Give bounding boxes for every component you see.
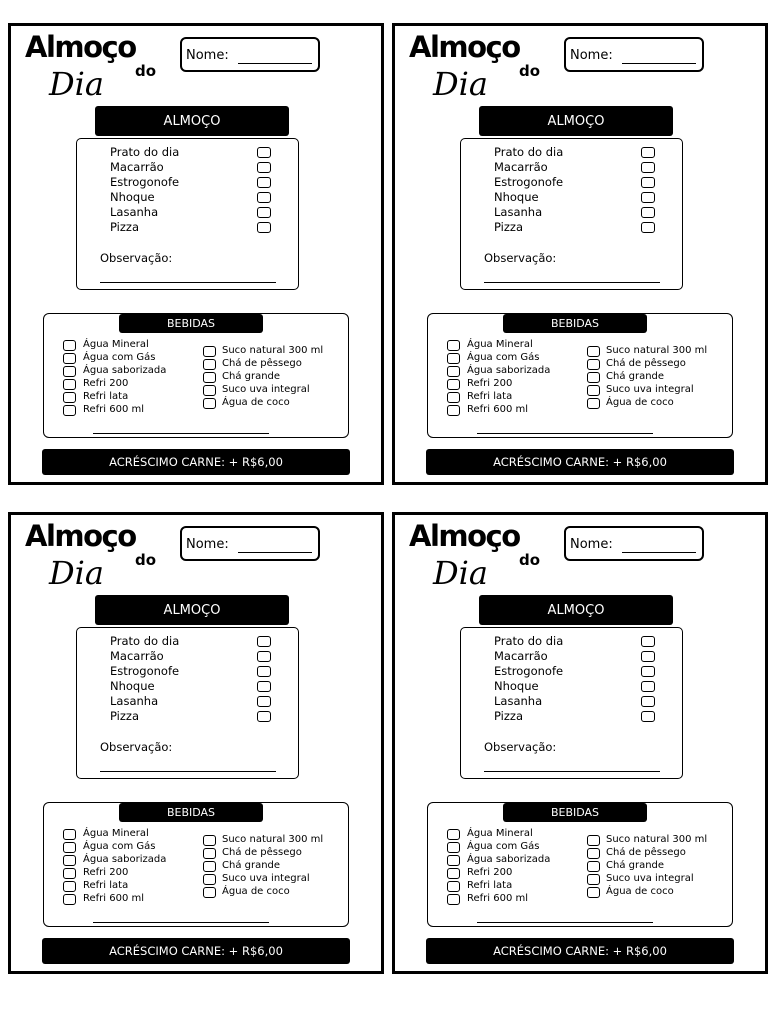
drink-item: Chá grande [222,860,281,871]
drink-item: Água de coco [606,397,674,408]
drink-checkbox[interactable] [447,894,460,905]
menu-checkbox[interactable] [257,636,271,647]
drink-item: Refri 200 [83,378,129,389]
acrescimo-banner: ACRÉSCIMO CARNE: + R$6,00 [42,938,350,964]
title-do: do [135,62,157,80]
title-almoco: Almoço [25,519,136,553]
observation-label: Observação: [484,251,557,265]
name-label: Nome: [186,537,229,552]
observation-line[interactable] [100,771,276,772]
drink-checkbox[interactable] [63,340,76,351]
menu-item: Nhoque [110,679,155,693]
drink-item: Água saborizada [467,854,551,865]
drink-item: Água com Gás [83,352,156,363]
bebidas-line[interactable] [93,922,269,923]
name-line [622,63,696,64]
menu-item: Pizza [110,709,139,723]
observation-label: Observação: [100,251,173,265]
drink-item: Água Mineral [467,339,533,350]
menu-checkbox[interactable] [641,162,655,173]
drink-checkbox[interactable] [63,405,76,416]
drink-item: Refri 600 ml [83,404,145,415]
drink-item: Refri lata [83,391,129,402]
title-dia: Dia [433,554,488,592]
drink-checkbox[interactable] [63,842,76,853]
drink-checkbox[interactable] [447,855,460,866]
drink-item: Água com Gás [83,841,156,852]
almoco-header: ALMOÇO [95,106,289,136]
name-line [622,552,696,553]
drink-item: Suco uva integral [222,384,310,395]
drink-item: Chá de pêssego [606,847,686,858]
drink-item: Água Mineral [83,339,149,350]
drink-checkbox[interactable] [203,346,216,357]
drink-checkbox[interactable] [63,366,76,377]
drink-item: Água Mineral [83,828,149,839]
menu-checkbox[interactable] [641,651,655,662]
drink-checkbox[interactable] [587,346,600,357]
drink-checkbox[interactable] [587,887,600,898]
menu-item: Prato do dia [494,634,564,648]
drink-item: Suco uva integral [606,873,694,884]
almoco-header: ALMOÇO [95,595,289,625]
order-card [8,512,384,974]
drink-checkbox[interactable] [203,398,216,409]
bebidas-header: BEBIDAS [503,314,647,333]
drink-checkbox[interactable] [447,353,460,364]
drink-item: Chá de pêssego [222,847,302,858]
drink-checkbox[interactable] [203,887,216,898]
menu-item: Estrogonofe [494,175,564,189]
menu-item: Pizza [494,220,523,234]
name-label: Nome: [570,537,613,552]
drink-item: Água com Gás [467,841,540,852]
menu-item: Prato do dia [110,145,180,159]
menu-item: Macarrão [110,160,164,174]
menu-item: Estrogonofe [110,175,180,189]
drink-item: Água Mineral [467,828,533,839]
drink-checkbox[interactable] [587,835,600,846]
bebidas-header: BEBIDAS [119,314,263,333]
menu-checkbox[interactable] [257,177,271,188]
title-dia: Dia [433,65,488,103]
order-card [8,23,384,485]
menu-box [460,138,683,290]
menu-checkbox[interactable] [641,681,655,692]
menu-checkbox[interactable] [641,207,655,218]
menu-checkbox[interactable] [257,711,271,722]
menu-item: Lasanha [494,694,543,708]
observation-label: Observação: [484,740,557,754]
drink-item: Suco natural 300 ml [606,834,708,845]
menu-box [76,627,299,779]
acrescimo-banner: ACRÉSCIMO CARNE: + R$6,00 [426,449,734,475]
drink-item: Refri 200 [83,867,129,878]
drink-checkbox[interactable] [203,385,216,396]
title-almoco: Almoço [25,30,136,64]
drink-item: Água de coco [606,886,674,897]
almoco-header: ALMOÇO [479,106,673,136]
menu-checkbox[interactable] [257,207,271,218]
order-card [392,512,768,974]
menu-checkbox[interactable] [641,711,655,722]
drink-checkbox[interactable] [63,881,76,892]
menu-checkbox[interactable] [641,222,655,233]
menu-checkbox[interactable] [641,666,655,677]
menu-item: Nhoque [494,190,539,204]
drink-checkbox[interactable] [63,379,76,390]
drink-item: Água saborizada [83,854,167,865]
drink-item: Água saborizada [467,365,551,376]
drink-item: Refri lata [467,880,513,891]
menu-item: Prato do dia [110,634,180,648]
drink-checkbox[interactable] [447,842,460,853]
menu-checkbox[interactable] [641,177,655,188]
menu-checkbox[interactable] [257,681,271,692]
drink-item: Refri 600 ml [467,404,529,415]
observation-label: Observação: [100,740,173,754]
drink-checkbox[interactable] [447,392,460,403]
drink-item: Chá de pêssego [606,358,686,369]
menu-item: Lasanha [110,205,159,219]
menu-item: Prato do dia [494,145,564,159]
menu-checkbox[interactable] [257,696,271,707]
title-dia: Dia [49,554,104,592]
bebidas-line[interactable] [477,433,653,434]
drink-checkbox[interactable] [447,868,460,879]
drink-checkbox[interactable] [587,398,600,409]
drink-checkbox[interactable] [447,405,460,416]
observation-line[interactable] [100,282,276,283]
drink-item: Suco uva integral [222,873,310,884]
title-do: do [135,551,157,569]
drink-item: Suco natural 300 ml [222,834,324,845]
name-field[interactable] [564,37,704,72]
title-do: do [519,551,541,569]
drink-item: Suco natural 300 ml [606,345,708,356]
name-line [238,552,312,553]
drink-item: Chá de pêssego [222,358,302,369]
almoco-header: ALMOÇO [479,595,673,625]
drink-item: Suco uva integral [606,384,694,395]
drink-checkbox[interactable] [587,848,600,859]
drink-checkbox[interactable] [587,861,600,872]
menu-checkbox[interactable] [641,696,655,707]
drink-item: Refri lata [467,391,513,402]
name-label: Nome: [570,48,613,63]
drink-item: Refri lata [83,880,129,891]
drink-checkbox[interactable] [63,855,76,866]
drink-checkbox[interactable] [63,353,76,364]
drink-item: Água de coco [222,886,290,897]
drink-item: Suco natural 300 ml [222,345,324,356]
title-almoco: Almoço [409,519,520,553]
bebidas-line[interactable] [93,433,269,434]
drink-checkbox[interactable] [63,829,76,840]
drink-item: Água saborizada [83,365,167,376]
name-field[interactable] [180,526,320,561]
drink-checkbox[interactable] [203,874,216,885]
name-line [238,63,312,64]
order-card [392,23,768,485]
menu-item: Nhoque [110,190,155,204]
menu-checkbox[interactable] [257,666,271,677]
title-do: do [519,62,541,80]
menu-checkbox[interactable] [641,192,655,203]
drink-checkbox[interactable] [63,392,76,403]
menu-item: Estrogonofe [110,664,180,678]
menu-item: Macarrão [110,649,164,663]
drink-item: Chá grande [606,860,665,871]
menu-checkbox[interactable] [257,162,271,173]
menu-checkbox[interactable] [257,147,271,158]
drink-checkbox[interactable] [587,372,600,383]
drink-checkbox[interactable] [447,379,460,390]
drink-item: Água de coco [222,397,290,408]
name-field[interactable] [564,526,704,561]
bebidas-line[interactable] [477,922,653,923]
drink-item: Refri 600 ml [467,893,529,904]
drink-checkbox[interactable] [203,372,216,383]
observation-line[interactable] [484,771,660,772]
menu-item: Macarrão [494,649,548,663]
acrescimo-banner: ACRÉSCIMO CARNE: + R$6,00 [426,938,734,964]
drink-checkbox[interactable] [63,868,76,879]
menu-checkbox[interactable] [257,192,271,203]
drink-checkbox[interactable] [447,829,460,840]
acrescimo-banner: ACRÉSCIMO CARNE: + R$6,00 [42,449,350,475]
drink-checkbox[interactable] [203,359,216,370]
drink-checkbox[interactable] [447,881,460,892]
bebidas-header: BEBIDAS [503,803,647,822]
drink-checkbox[interactable] [203,861,216,872]
bebidas-header: BEBIDAS [119,803,263,822]
drink-checkbox[interactable] [203,835,216,846]
observation-line[interactable] [484,282,660,283]
menu-checkbox[interactable] [257,651,271,662]
drink-checkbox[interactable] [587,359,600,370]
drink-item: Refri 200 [467,867,513,878]
menu-item: Lasanha [110,694,159,708]
drink-item: Chá grande [606,371,665,382]
drink-checkbox[interactable] [447,340,460,351]
menu-box [460,627,683,779]
menu-checkbox[interactable] [257,222,271,233]
menu-item: Pizza [110,220,139,234]
title-dia: Dia [49,65,104,103]
name-label: Nome: [186,48,229,63]
menu-item: Pizza [494,709,523,723]
drink-checkbox[interactable] [587,874,600,885]
title-almoco: Almoço [409,30,520,64]
drink-item: Água com Gás [467,352,540,363]
menu-checkbox[interactable] [641,147,655,158]
drink-checkbox[interactable] [63,894,76,905]
drink-checkbox[interactable] [587,385,600,396]
menu-item: Estrogonofe [494,664,564,678]
menu-checkbox[interactable] [641,636,655,647]
drink-checkbox[interactable] [447,366,460,377]
menu-item: Macarrão [494,160,548,174]
menu-item: Lasanha [494,205,543,219]
drink-item: Refri 200 [467,378,513,389]
drink-checkbox[interactable] [203,848,216,859]
drink-item: Chá grande [222,371,281,382]
drink-item: Refri 600 ml [83,893,145,904]
name-field[interactable] [180,37,320,72]
menu-item: Nhoque [494,679,539,693]
menu-box [76,138,299,290]
